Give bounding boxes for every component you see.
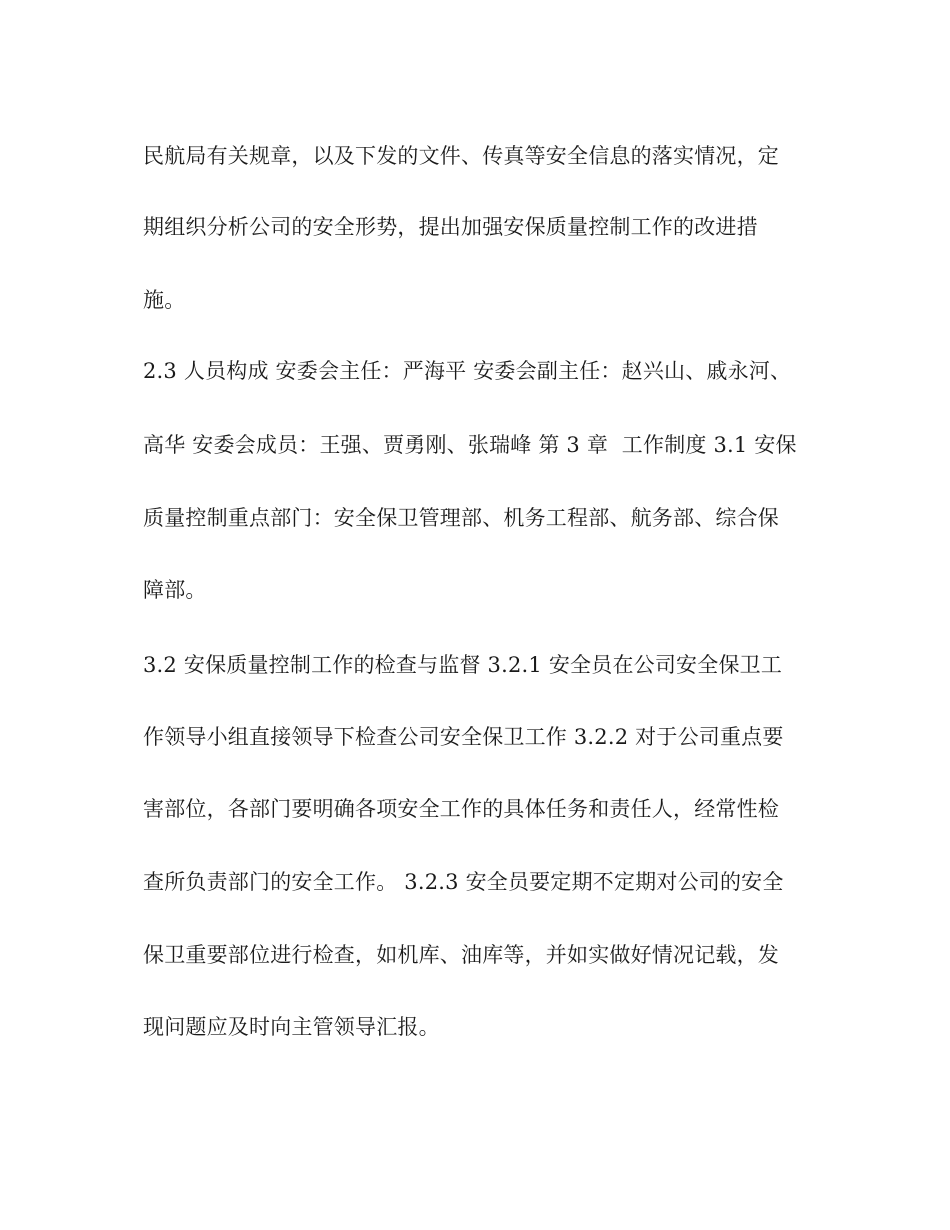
paragraph-line: 高华 安委会成员：王强、贾勇刚、张瑞峰 第 3 章 工作制度 3.1 安保 xyxy=(143,433,797,457)
paragraph-line: 障部。 xyxy=(143,578,207,602)
paragraph-line: 查所负责部门的安全工作。 3.2.3 安全员要定期不定期对公司的安全 xyxy=(143,870,784,894)
paragraph-line: 作领导小组直接领导下检查公司安全保卫工作 3.2.2 对于公司重点要 xyxy=(143,725,784,749)
paragraph-line: 施。 xyxy=(143,288,186,312)
paragraph-line: 3.2 安保质量控制工作的检查与监督 3.2.1 安全员在公司安全保卫工 xyxy=(143,653,783,677)
paragraph-line: 害部位，各部门要明确各项安全工作的具体任务和责任人，经常性检 xyxy=(143,797,779,821)
paragraph-line: 民航局有关规章，以及下发的文件、传真等安全信息的落实情况，定 xyxy=(143,144,779,168)
paragraph-line: 2.3 人员构成 安委会主任：严海平 安委会副主任：赵兴山、戚永河、 xyxy=(143,359,792,383)
paragraph-line: 期组织分析公司的安全形势，提出加强安保质量控制工作的改进措 xyxy=(143,215,758,239)
paragraph-line: 质量控制重点部门：安全保卫管理部、机务工程部、航务部、综合保 xyxy=(143,506,779,530)
paragraph-line: 现问题应及时向主管领导汇报。 xyxy=(143,1015,440,1039)
paragraph-line: 保卫重要部位进行检查，如机库、油库等，并如实做好情况记载，发 xyxy=(143,943,779,967)
